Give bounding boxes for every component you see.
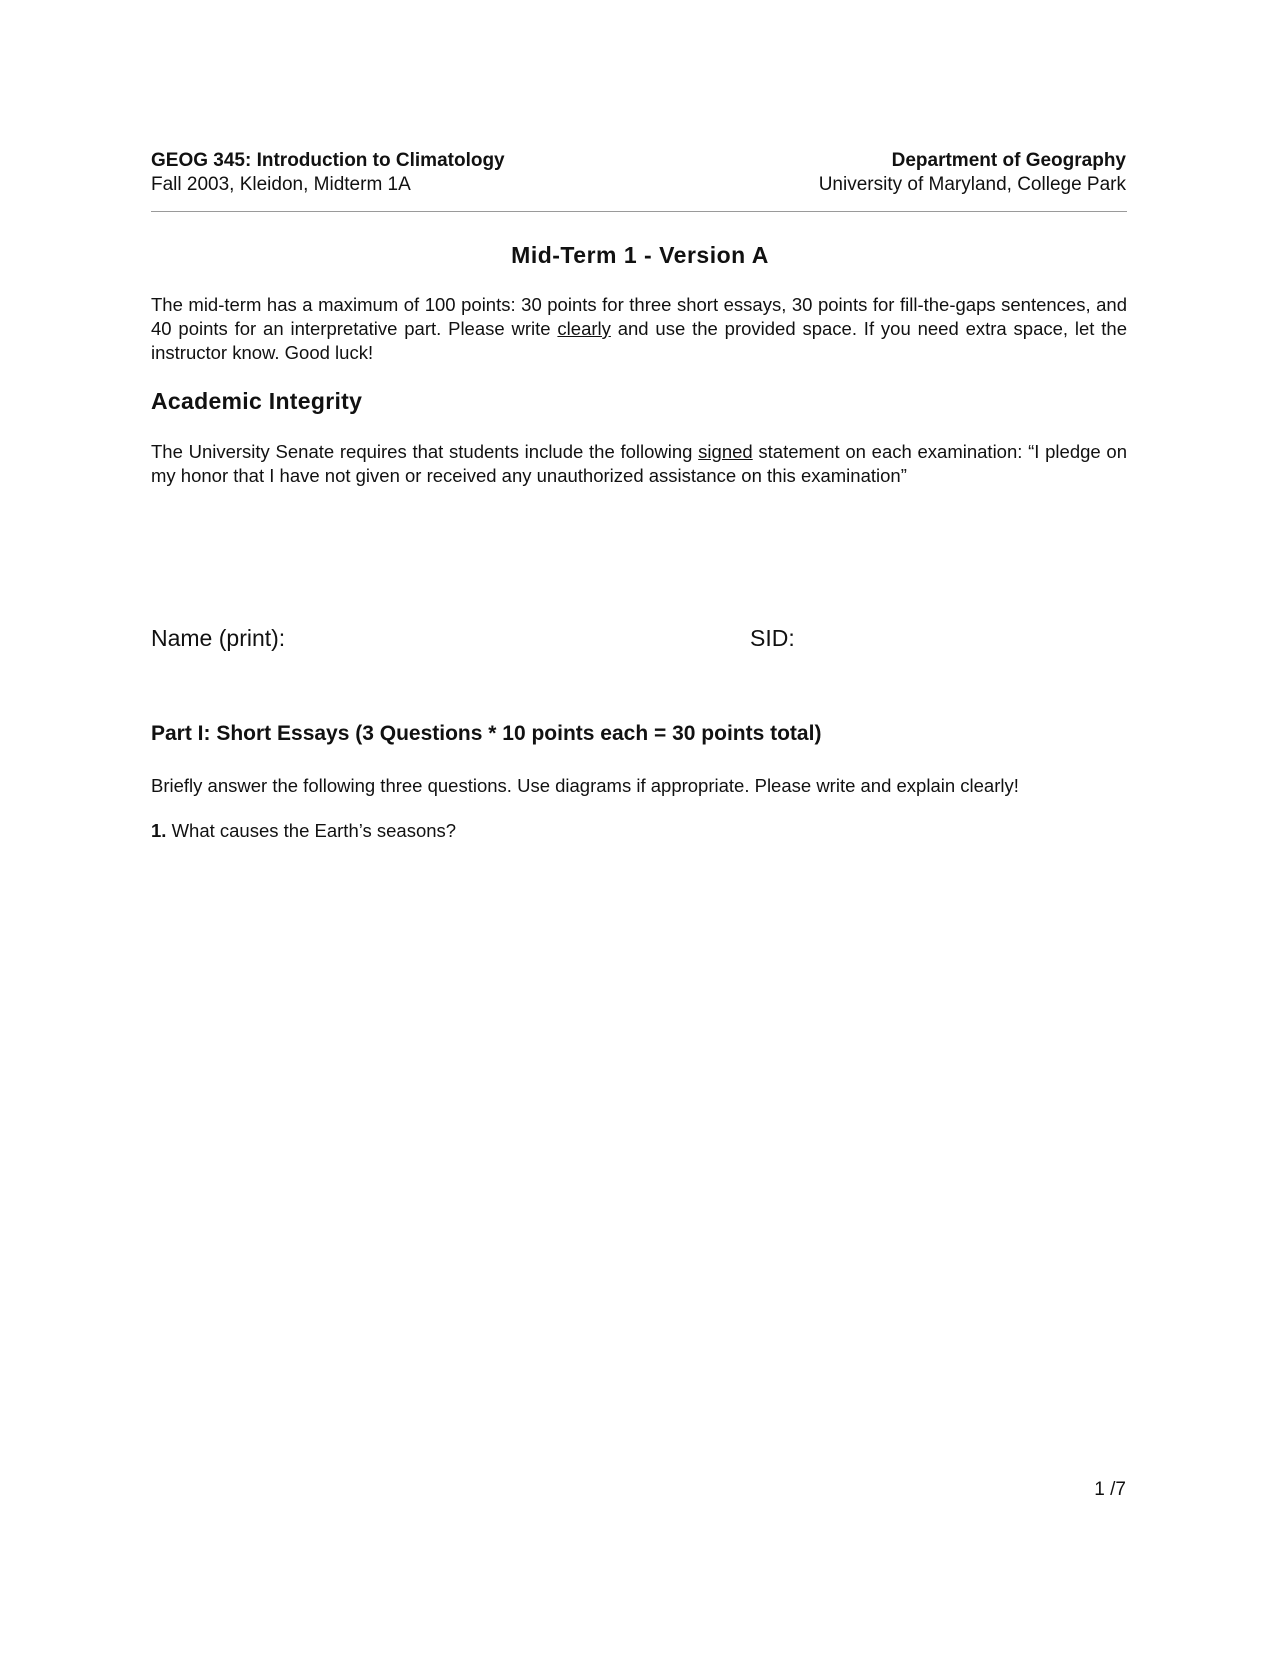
- intro-paragraph: [151, 293, 1127, 365]
- part-1-instructions: Briefly answer the following three questions. Use diagrams if appropriate. Please write and explain clearly!: [151, 775, 1019, 796]
- name-field-label: Name (print):: [151, 625, 286, 651]
- integrity-paragraph: [151, 440, 1127, 488]
- intro-emphasis: clearly: [557, 318, 611, 339]
- integrity-text-end: statement on each examination: “I pledge on my honor that I have not given or received any unauthorized assistance on this examination”: [151, 441, 1127, 486]
- academic-integrity-heading: Academic Integrity: [151, 388, 363, 414]
- university-name: University of Maryland, College Park: [818, 174, 1126, 195]
- intro-text-end: and use the provided space. If you need extra space, let the instructor know. Good luck!: [151, 318, 1127, 363]
- course-title: GEOG 345: Introduction to Climatology: [151, 150, 505, 171]
- integrity-text-start: The University Senate requires that students include the following: [151, 441, 699, 462]
- exam-title: Mid-Term 1 - Version A: [511, 242, 769, 268]
- sid-field-label: SID:: [750, 625, 795, 651]
- question-1: [151, 820, 456, 842]
- intro-text-start: The mid-term has a maximum of 100 points: 30 points for three short essays, 30 points for fill-the-gaps sentences, and 40 points for an interpretative part. Please write: [151, 294, 1127, 339]
- integrity-emphasis: signed: [698, 441, 753, 462]
- department-title: Department of Geography: [891, 150, 1126, 171]
- header-divider: [151, 211, 1127, 212]
- question-text: What causes the Earth’s seasons?: [166, 820, 457, 841]
- question-number: 1.: [151, 820, 167, 841]
- part-1-heading: Part I: Short Essays (3 Questions * 10 points each = 30 points total): [151, 722, 822, 745]
- page-number: 1 /7: [1094, 1479, 1126, 1500]
- course-subtitle: Fall 2003, Kleidon, Midterm 1A: [151, 174, 411, 195]
